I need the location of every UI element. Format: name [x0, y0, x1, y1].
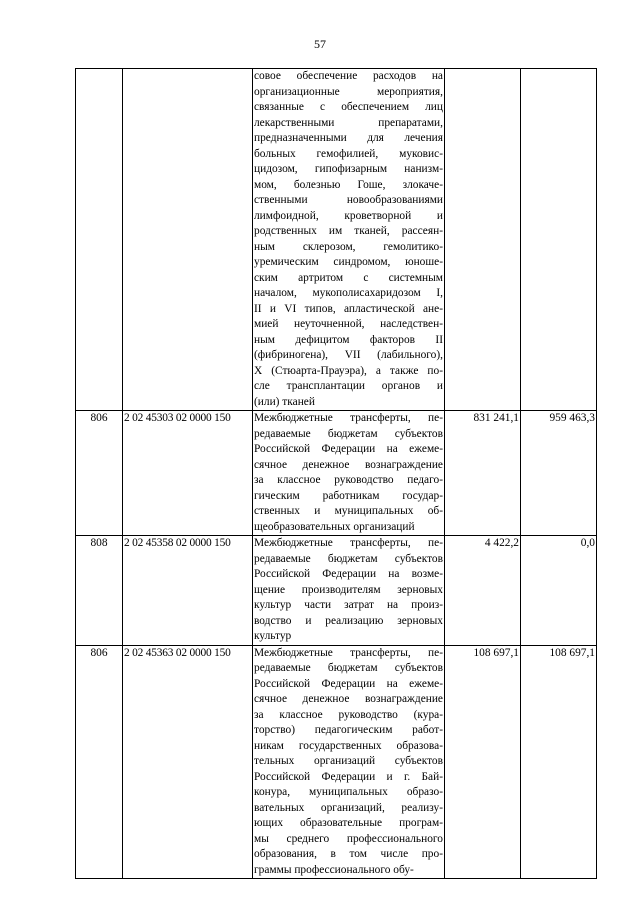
description-line: тельных организаций субъектов: [254, 755, 443, 767]
budget-code-cell: 2 02 45303 02 0000 150: [123, 411, 253, 536]
description-line: II и VI типов, апластической ане-: [254, 302, 443, 315]
description-line: ственными новообразованиями: [254, 194, 443, 206]
description-line: Межбюджетные трансферты, пе-: [254, 646, 443, 659]
description-line: торство) педагогическим работ-: [254, 724, 443, 736]
description-line: сле трансплантации органов и: [254, 380, 443, 392]
table-row: [76, 69, 597, 411]
description-line: мы среднего профессионального: [254, 832, 443, 845]
description-line: предназначенными для лечения: [254, 132, 443, 144]
description-line: никам государственных образова-: [254, 739, 443, 752]
description-line: ским артритом с системным: [254, 271, 443, 284]
description-line: Российской Федерации на ежеме-: [254, 443, 443, 455]
description-line: граммы профессионального обу-: [254, 863, 414, 876]
description-line: редаваемые бюджетам субъектов: [254, 552, 443, 565]
description-line: мией неуточненной, наследствен-: [254, 318, 443, 330]
description-line: конура, муниципальных образо-: [254, 786, 443, 798]
description-line: вательных организаций, реализу-: [254, 801, 443, 814]
description-line: Межбюджетные трансферты, пе-: [254, 537, 443, 549]
description-line: гическим работникам государ-: [254, 489, 443, 502]
description-line: щение производителям зерновых: [254, 583, 443, 596]
description-line: лекарственными препаратами,: [254, 116, 443, 129]
amount-cell-1: [445, 69, 521, 411]
amount-cell-1: 108 697,1: [445, 645, 521, 879]
description-line: за классное руководство (кура-: [254, 708, 443, 721]
description-line: организационные мероприятия,: [254, 85, 443, 98]
description-line: редаваемые бюджетам субъектов: [254, 427, 443, 440]
description-line: ющих образовательные програм-: [254, 817, 443, 829]
description-line: за классное руководство педаго-: [254, 474, 443, 486]
table-row: [76, 645, 597, 879]
budget-revenue-table: [75, 68, 597, 879]
description-line: образования, в том числе про-: [254, 848, 443, 860]
description-line: цидозом, гипофизарным нанизм-: [254, 163, 443, 175]
description-line: родственных им тканей, рассеян-: [254, 225, 443, 237]
description-line: (фибриногена), VII (лабильного),: [254, 349, 443, 361]
description-line: совое обеспечение расходов на: [254, 70, 443, 82]
description-line: X (Стюарта-Прауэра), а также по-: [254, 364, 443, 377]
table-row: [76, 411, 597, 536]
description-line: сячное денежное вознаграждение: [254, 693, 443, 705]
amount-cell-2: 108 697,1: [521, 645, 597, 879]
description-line: культур части затрат на произ-: [254, 599, 443, 611]
description-line: Межбюджетные трансферты, пе-: [254, 412, 443, 424]
description-line: водство и реализацию зерновых: [254, 614, 443, 627]
amount-cell-2: [521, 69, 597, 411]
amount-cell-1: 4 422,2: [445, 536, 521, 646]
admin-code-cell: [76, 69, 123, 411]
admin-code-cell: 806: [76, 411, 123, 536]
description-line: редаваемые бюджетам субъектов: [254, 662, 443, 674]
description-line: уремическим синдромом, юноше-: [254, 256, 443, 268]
description-line: (или) тканей: [254, 395, 315, 408]
amount-cell-2: 0,0: [521, 536, 597, 646]
amount-cell-2: 959 463,3: [521, 411, 597, 536]
description-line: Российской Федерации на возме-: [254, 568, 443, 580]
description-line: началом, мукополисахаридозом I,: [254, 287, 443, 299]
description-line: сячное денежное вознаграждение: [254, 458, 443, 471]
description-line: Российской Федерации и г. Бай-: [254, 770, 443, 783]
description-cell: [253, 645, 445, 879]
description-line: мом, болезнью Гоше, злокаче-: [254, 178, 443, 191]
description-line: ным склерозом, гемолитико-: [254, 240, 443, 253]
budget-code-cell: [123, 69, 253, 411]
description-line: щеобразовательных организаций: [254, 520, 415, 533]
page-number: 57: [314, 37, 326, 51]
admin-code-cell: 808: [76, 536, 123, 646]
description-line: связанные с обеспечением лиц: [254, 101, 443, 113]
budget-code-cell: 2 02 45363 02 0000 150: [123, 645, 253, 879]
description-cell: [253, 536, 445, 646]
amount-cell-1: 831 241,1: [445, 411, 521, 536]
budget-code-cell: 2 02 45358 02 0000 150: [123, 536, 253, 646]
table-row: [76, 536, 597, 646]
description-line: культур: [254, 630, 292, 642]
admin-code-cell: 806: [76, 645, 123, 879]
description-line: ственных и муниципальных об-: [254, 505, 443, 517]
description-line: Российской Федерации на ежеме-: [254, 677, 443, 690]
description-line: лимфоидной, кроветворной и: [254, 209, 443, 222]
description-line: больных гемофилией, муковис-: [254, 147, 443, 160]
description-cell: [253, 411, 445, 536]
description-cell: [253, 69, 445, 411]
description-line: ным дефицитом факторов II: [254, 333, 443, 346]
